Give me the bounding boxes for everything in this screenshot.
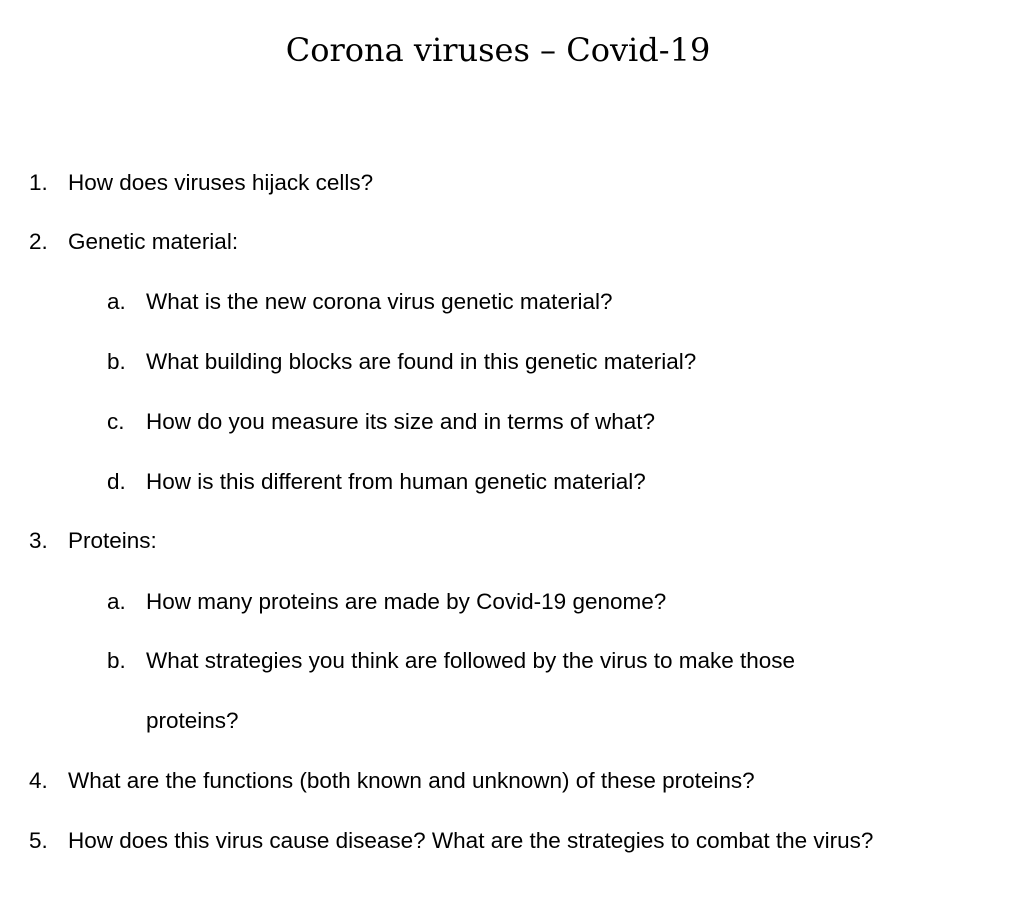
list-item-text: How does this virus cause disease? What are the strategies to combat the virus?	[68, 828, 874, 853]
list-marker: d.	[107, 469, 126, 494]
list-item-text: Genetic material:	[68, 229, 239, 254]
list-item-text: What are the functions (both known and unknown) of these proteins?	[68, 768, 755, 793]
list-marker: 3.	[29, 528, 48, 553]
list-item-text: proteins?	[146, 708, 239, 733]
list-item-text: What building blocks are found in this genetic material?	[146, 349, 697, 374]
list-item-text: How do you measure its size and in terms of what?	[146, 409, 655, 434]
list-item-text: How is this different from human genetic material?	[146, 469, 646, 494]
list-marker: 2.	[29, 229, 48, 254]
list-marker: 4.	[29, 768, 48, 793]
list-marker: c.	[107, 409, 125, 434]
list-marker: 5.	[29, 828, 48, 853]
list-marker: 1.	[29, 170, 48, 195]
list-marker: a.	[107, 289, 126, 314]
list-marker: b.	[107, 349, 126, 374]
list-item-text: What is the new corona virus genetic material?	[146, 289, 613, 314]
list-item-text: What strategies you think are followed by the virus to make those	[146, 648, 796, 673]
list-marker: a.	[107, 589, 126, 614]
list-item-text: How does viruses hijack cells?	[68, 170, 374, 195]
document-title: Corona viruses – Covid-19	[285, 31, 711, 69]
list-item-text: Proteins:	[68, 528, 157, 553]
list-marker: b.	[107, 648, 126, 673]
list-item-text: How many proteins are made by Covid-19 genome?	[146, 589, 667, 614]
